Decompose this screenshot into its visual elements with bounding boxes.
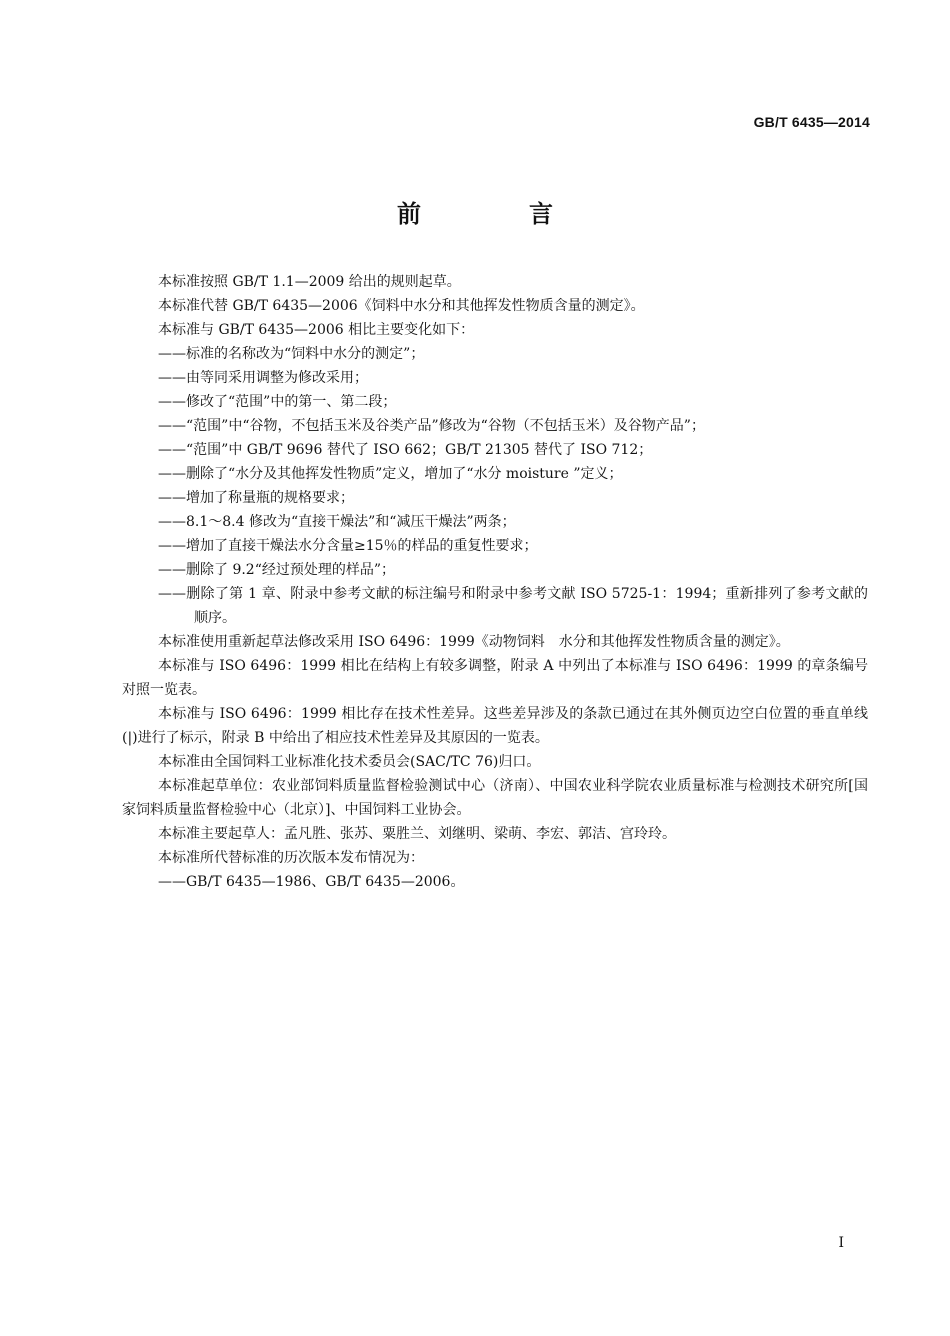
list-item: ——GB/T 6435—1986、GB/T 6435—2006。 [158,874,465,890]
paragraph: 本标准与 ISO 6496：1999 相比在结构上有较多调整，附录 A 中列出了本标准与 ISO 6496：1999 的章条编号对照一览表。 [122,658,868,698]
paragraph: 本标准与 ISO 6496：1999 相比存在技术性差异。这些差异涉及的条款已通过在其外侧页边空白位置的垂直单线(|)进行了标示，附录 B 中给出了相应技术性差异及其原因的一览表。 [122,706,868,746]
list-item: ——删除了 9.2“经过预处理的样品”； [158,562,396,578]
page-number: I [838,1235,844,1251]
page-title: 前 言 [397,200,595,228]
standard-code: GB/T 6435—2014 [753,114,870,130]
paragraph: 本标准起草单位：农业部饲料质量监督检验测试中心（济南）、中国农业科学院农业质量标准与检测技术研究所[国家饲料质量监督检验中心（北京）]、中国饲料工业协会。 [122,778,868,818]
paragraph: 本标准与 GB/T 6435—2006 相比主要变化如下： [158,322,475,338]
paragraph: 本标准由全国饲料工业标准化技术委员会(SAC/TC 76)归口。 [158,754,541,770]
list-item: ——增加了直接干燥法水分含量≥15％的样品的重复性要求； [158,538,538,554]
list-item: ——由等同采用调整为修改采用； [158,370,368,386]
list-item: ——增加了称量瓶的规格要求； [158,490,354,506]
paragraph: 本标准主要起草人：孟凡胜、张苏、粟胜兰、刘继明、梁萌、李宏、郭洁、宫玲玲。 [158,826,676,842]
list-item: ——修改了“范围”中的第一、第二段； [158,394,397,410]
paragraph: 本标准代替 GB/T 6435—2006《饲料中水分和其他挥发性物质含量的测定》。 [158,298,645,314]
list-item: ——删除了第 1 章、附录中参考文献的标注编号和附录中参考文献 ISO 5725-1：1994；重新排列了参考文献的顺序。 [158,586,868,626]
paragraph: 本标准按照 GB/T 1.1—2009 给出的规则起草。 [158,274,461,290]
list-item: ——“范围”中“谷物，不包括玉米及谷类产品”修改为“谷物（不包括玉米）及谷物产品”； [158,418,705,434]
foreword-body [122,270,868,894]
list-item: ——标准的名称改为“饲料中水分的测定”； [158,346,425,362]
list-item: ——删除了“水分及其他挥发性物质”定义，增加了“水分 moisture ”定义； [158,466,623,482]
paragraph: 本标准使用重新起草法修改采用 ISO 6496：1999《动物饲料 水分和其他挥发性物质含量的测定》。 [158,634,790,650]
list-item: ——“范围”中 GB/T 9696 替代了 ISO 662；GB/T 21305 替代了 ISO 712； [158,442,653,458]
list-item: ——8.1～8.4 修改为“直接干燥法”和“减压干燥法”两条； [158,514,516,530]
paragraph: 本标准所代替标准的历次版本发布情况为： [158,850,424,866]
